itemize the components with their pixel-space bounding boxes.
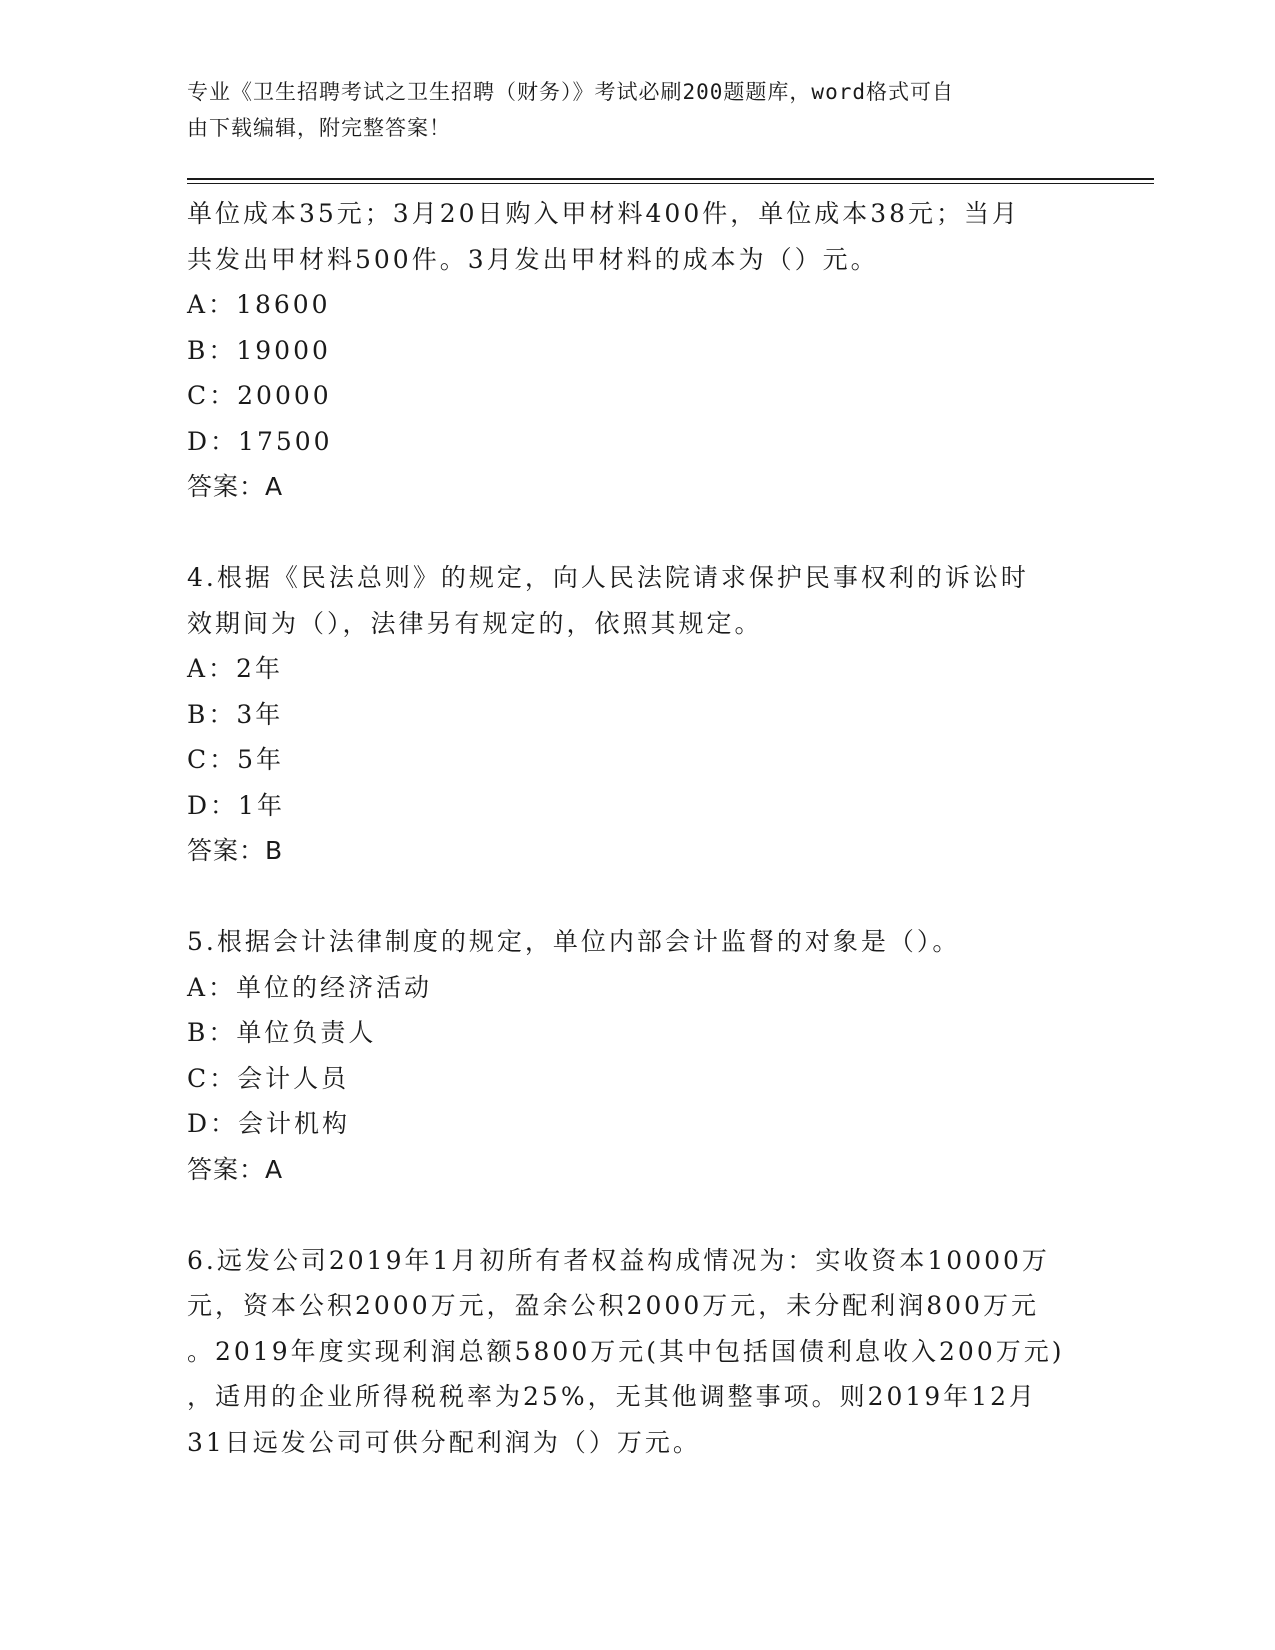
question-3: [187, 191, 1087, 510]
answer-line: 答案：B: [187, 836, 284, 865]
header-rule-thick: [187, 178, 1154, 180]
question-stem-line: 共发出甲材料500件。3月发出甲材料的成本为（）元。: [187, 244, 879, 274]
option-d: D：会计机构: [187, 1109, 351, 1138]
option-a: A：单位的经济活动: [187, 972, 433, 1002]
header-rule-thin: [187, 183, 1154, 184]
question-stem-line: 。2019年度实现利润总额5800万元(其中包括国债利息收入200万元): [187, 1336, 1065, 1366]
question-4: [187, 555, 1087, 874]
option-b: B：19000: [187, 335, 331, 365]
question-stem-line: 4.根据《民法总则》的规定，向人民法院请求保护民事权利的诉讼时: [187, 563, 1029, 592]
option-d: D：1年: [187, 790, 285, 820]
question-stem-line: 单位成本35元；3月20日购入甲材料400件，单位成本38元；当月: [187, 199, 1021, 228]
spacer: [187, 874, 1087, 920]
spacer: [187, 510, 1087, 556]
question-stem-line: ，适用的企业所得税税率为25%，无其他调整事项。则2019年12月: [187, 1382, 1038, 1411]
spacer: [187, 1192, 1087, 1238]
header-line-1: 专业《卫生招聘考试之卫生招聘（财务）》考试必刷200题题库，word格式可自: [187, 80, 954, 104]
question-stem-line: 6.远发公司2019年1月初所有者权益构成情况为：实收资本10000万: [187, 1245, 1050, 1275]
option-c: C：5年: [187, 745, 285, 774]
option-a: A：18600: [187, 290, 331, 319]
option-c: C：会计人员: [187, 1063, 350, 1093]
question-stem-line: 5.根据会计法律制度的规定，单位内部会计监督的对象是（）。: [187, 927, 961, 956]
question-stem-line: 31日远发公司可供分配利润为（）万元。: [187, 1427, 701, 1457]
option-c: C：20000: [187, 381, 332, 410]
question-stem-line: 效期间为（），法律另有规定的，依照其规定。: [187, 608, 763, 638]
option-d: D：17500: [187, 426, 333, 456]
option-a: A：2年: [187, 654, 283, 683]
header-line-2: 由下载编辑，附完整答案！: [187, 116, 451, 140]
question-6: [187, 1238, 1087, 1466]
question-5: [187, 919, 1087, 1192]
answer-line: 答案：A: [187, 1154, 284, 1184]
option-b: B：单位负责人: [187, 1018, 377, 1047]
question-stem-line: 元，资本公积2000万元，盈余公积2000万元，未分配利润800万元: [187, 1291, 1039, 1320]
option-b: B：3年: [187, 699, 284, 729]
document-header: [187, 74, 1067, 146]
questions-body: [187, 191, 1087, 1465]
answer-line: 答案：A: [187, 472, 284, 501]
